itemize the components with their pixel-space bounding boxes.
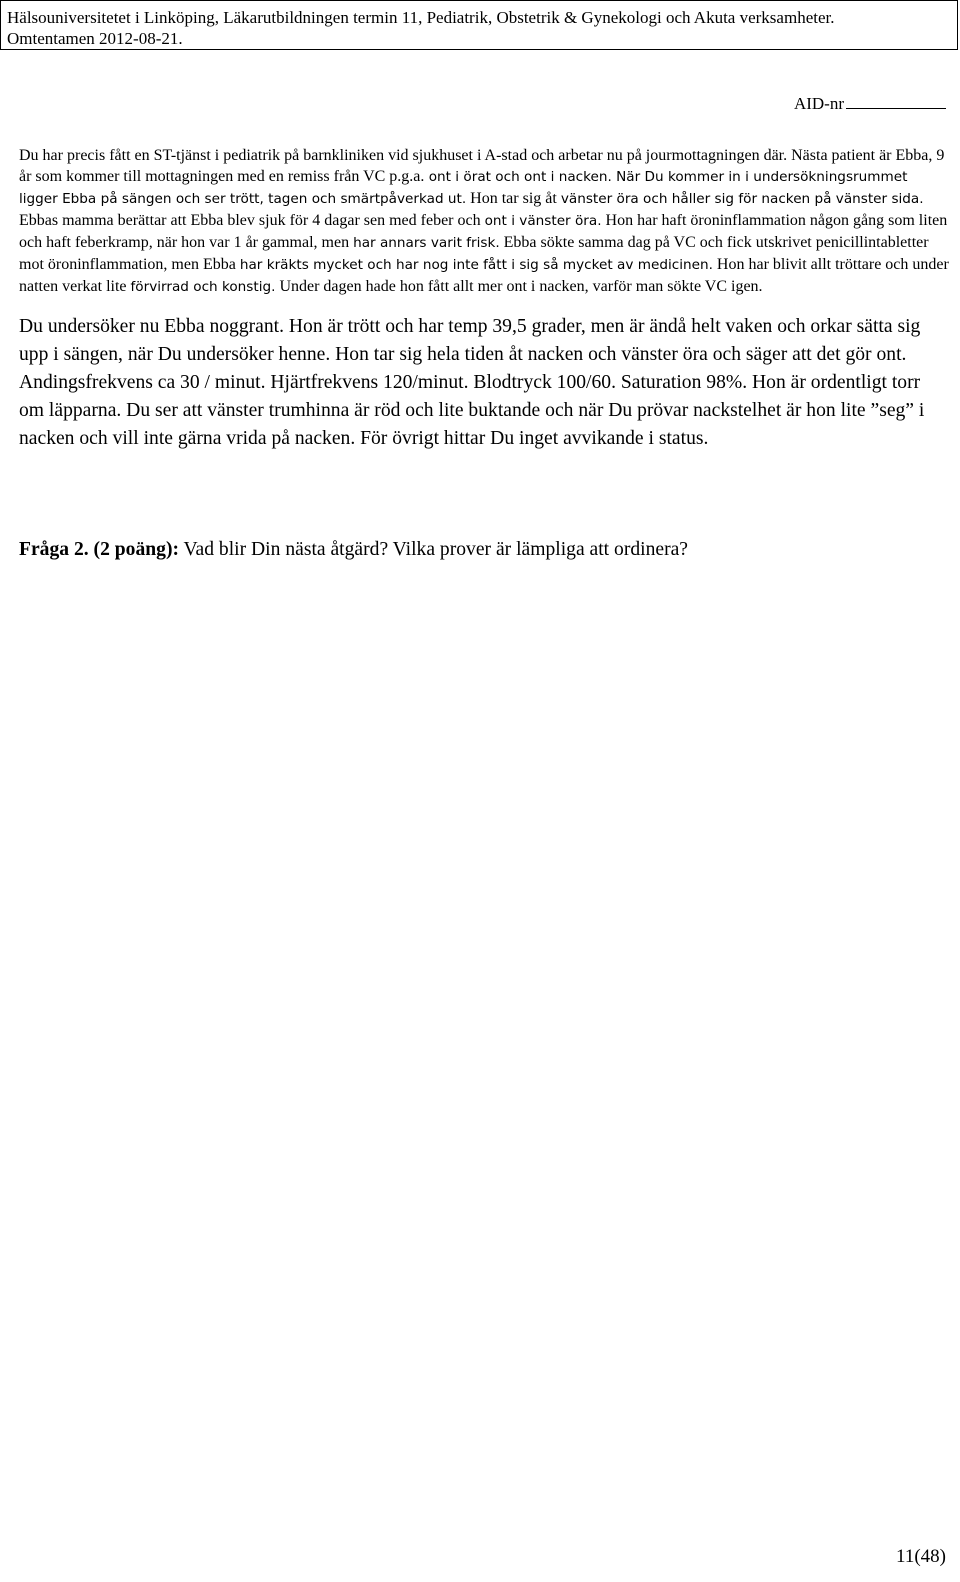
case-intro-text: Hon har blivit allt tröttare och under natten verkat lite [19,256,949,295]
question-2 [19,536,688,564]
case-intro-text: Du har precis fått en ST-tjänst i pediatrik på barnkliniken vid sjukhuset i A-stad och arbetar nu på jourmottagningen där. Nästa patient är Ebba, 9 år som kommer till mottagningen med en remiss från VC p.g.a. [19,147,945,185]
case-intro-text: Hon tar sig åt [466,190,561,207]
case-intro-text: Under dagen hade hon fått allt mer ont i nacken, varför man sökte VC igen. [275,278,763,295]
case-intro-text: ont i vänster öra. [484,213,602,229]
case-description [19,145,949,298]
aid-blank-line [846,94,946,109]
page-number: 11(48) [896,1546,946,1567]
case-intro-text: vänster öra och håller sig för nacken på vänster sida. [560,191,924,207]
examination-findings: Du undersöker nu Ebba noggrant. Hon är trött och har temp 39,5 grader, men är ändå helt vaken och orkar sätta sig upp i sängen, när Du undersöker henne. Hon tar sig hela tiden åt nacken och vänster öra och säger att det gör ont. Andingsfrekvens ca 30 / minut. Hjärtfrekvens 120/minut. Blodtryck 100/60. Saturation 98%. Hon är ordentligt torr om läpparna. Du ser att vänster trumhinna är röd och lite buktande och när Du prövar nackstelhet är hon lite ”seg” i nacken och vill inte gärna vrida på nacken. För övrigt hittar Du inget avvikande i status. [19,316,925,449]
case-intro-text: Ebbas mamma berättar att Ebba blev sjuk för 4 dagar sen med feber och [19,212,485,229]
exam-header [0,0,958,50]
case-intro-text: ont i örat och ont i nacken. När Du kommer in i undersökningsrummet ligger Ebba på sängen och ser trött, tagen och smärtpåverkad ut. [19,169,908,207]
case-intro-text: har kräkts mycket och har nog inte fått i sig så mycket av medicinen. [239,257,713,273]
question-label: Fråga 2. (2 poäng): [19,539,180,560]
header-institution: Hälsouniversitetet i Linköping, Läkarutbildningen termin 11, Pediatrik, Obstetrik & Gynekologi och Akuta verksamheter. [7,8,835,27]
question-text: Vad blir Din nästa åtgärd? Vilka prover är lämpliga att ordinera? [179,539,689,560]
header-exam-date: Omtentamen 2012-08-21. [7,29,183,48]
case-intro-text: Hon har haft öroninflammation någon gång som liten och haft feberkramp, när hon var 1 år gammal, men [19,212,948,251]
case-intro-text: har annars varit frisk. [353,235,500,251]
aid-label: AID-nr [793,94,844,113]
case-intro-text: förvirrad och konstig. [130,279,276,295]
case-intro-text: Ebba sökte samma dag på VC och fick utskrivet penicillintabletter mot öroninflammation, men Ebba [19,234,929,273]
aid-number-field [794,94,946,114]
